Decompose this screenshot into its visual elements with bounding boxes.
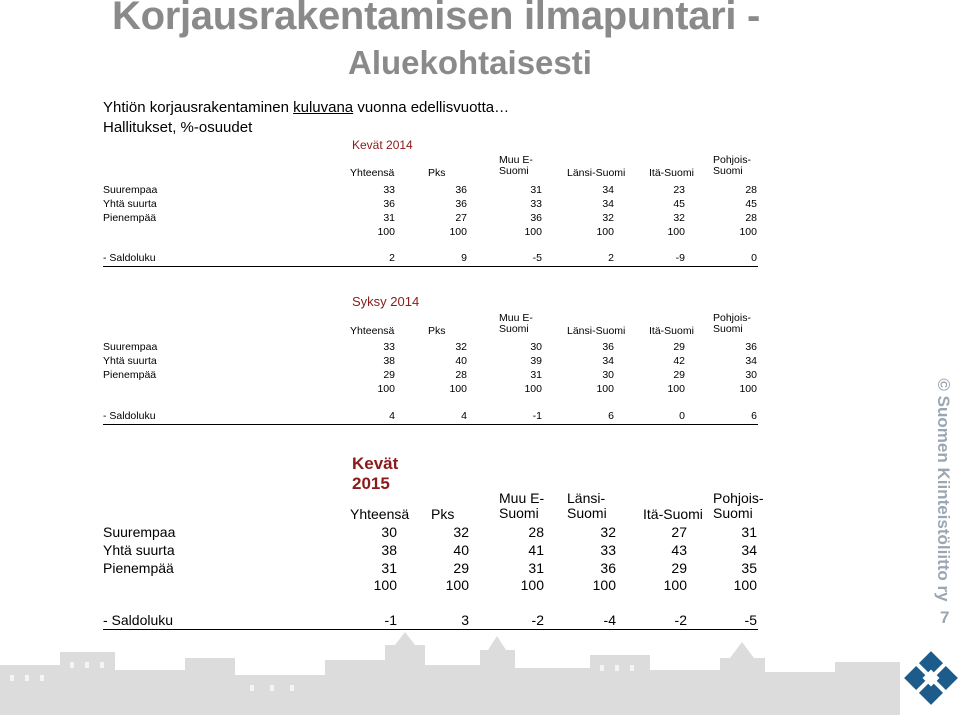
cell: 100 xyxy=(739,383,757,395)
cell: 34 xyxy=(745,355,757,367)
row-label: Yhtä suurta xyxy=(103,198,157,210)
cell: 100 xyxy=(524,226,542,238)
heading-underlined: kuluvana xyxy=(293,99,354,116)
cell: 100 xyxy=(667,226,685,238)
cell: -2 xyxy=(531,612,544,628)
cell: 100 xyxy=(449,383,467,395)
col-header-yhteensa: Yhteensä xyxy=(350,167,395,179)
cell: -5 xyxy=(532,252,542,264)
cell: 34 xyxy=(602,355,614,367)
cell: 36 xyxy=(455,184,467,196)
cell: 38 xyxy=(381,542,397,558)
cell: 100 xyxy=(445,577,469,593)
period-label: Kevät 2015 xyxy=(352,454,399,494)
table-kevat-2015 xyxy=(103,454,764,630)
page-number: 7 xyxy=(940,608,950,627)
cell: 29 xyxy=(673,341,685,353)
cell: 32 xyxy=(673,212,685,224)
cell: 30 xyxy=(381,524,397,540)
cell: 100 xyxy=(377,226,395,238)
cell: 28 xyxy=(745,184,757,196)
col-header-pks: Pks xyxy=(428,325,446,337)
cell: 2 xyxy=(389,252,395,264)
cell: 34 xyxy=(741,542,757,558)
saldo-label: - Saldoluku xyxy=(103,410,156,422)
cell: 100 xyxy=(663,577,687,593)
cell: 31 xyxy=(383,212,395,224)
cell: 33 xyxy=(600,542,616,558)
col-header-pks: Pks xyxy=(428,167,446,179)
row-label: Yhtä suurta xyxy=(103,355,157,367)
row-label: Suurempaa xyxy=(103,184,158,196)
saldo-underline xyxy=(103,266,758,267)
copyright-text: © Suomen Kiinteistöliitto ry xyxy=(934,378,953,602)
cell: 41 xyxy=(528,542,544,558)
cell: 29 xyxy=(383,369,395,381)
cell: 2 xyxy=(608,252,614,264)
saldo-label: - Saldoluku xyxy=(103,252,156,264)
cell: 4 xyxy=(461,410,467,422)
cell: -1 xyxy=(384,612,397,628)
row-label: Pienempää xyxy=(103,560,174,576)
cell: 100 xyxy=(739,226,757,238)
cell: -1 xyxy=(532,410,542,422)
row-label: Suurempaa xyxy=(103,524,176,540)
cell: 4 xyxy=(389,410,395,422)
cell: 32 xyxy=(600,524,616,540)
cell: 34 xyxy=(602,184,614,196)
period-label: Kevät 2014 xyxy=(352,138,413,152)
cell: 31 xyxy=(530,184,542,196)
col-header-pks: Pks xyxy=(431,506,455,522)
cell: 100 xyxy=(524,383,542,395)
saldo-label: - Saldoluku xyxy=(103,612,174,628)
cell: 6 xyxy=(751,410,757,422)
cell: 27 xyxy=(455,212,467,224)
cell: 29 xyxy=(671,560,687,576)
cell: 27 xyxy=(671,524,687,540)
cell: 35 xyxy=(741,560,757,576)
cell: 6 xyxy=(608,410,614,422)
col-header-lansi-suomi: Länsi- Suomi xyxy=(567,490,607,521)
cell: 30 xyxy=(602,369,614,381)
slide-subtitle: Aluekohtaisesti xyxy=(348,44,592,81)
copyright-vertical xyxy=(928,378,958,602)
col-header-pohjois-suomi: Pohjois- Suomi xyxy=(713,490,764,521)
col-header-yhteensa: Yhteensä xyxy=(350,325,395,337)
cell: 9 xyxy=(461,252,467,264)
col-header-pohjois-suomi: Pohjois- Suomi xyxy=(713,154,751,178)
cell: 36 xyxy=(745,341,757,353)
col-header-muu-e-suomi: Muu E- Suomi xyxy=(499,490,545,521)
cell: -5 xyxy=(744,612,757,628)
cell: 31 xyxy=(741,524,757,540)
city-skyline-image xyxy=(0,630,900,715)
cell: 32 xyxy=(602,212,614,224)
col-header-muu-e-suomi: Muu E- Suomi xyxy=(499,312,533,336)
cell: 30 xyxy=(745,369,757,381)
cell: 39 xyxy=(530,355,542,367)
col-header-pohjois-suomi: Pohjois- Suomi xyxy=(713,312,751,336)
row-label: Suurempaa xyxy=(103,341,158,353)
slide-title: Korjausrakentamisen ilmapuntari - xyxy=(112,0,761,38)
col-header-muu-e-suomi: Muu E- Suomi xyxy=(499,154,533,178)
table-heading xyxy=(103,99,509,116)
cell: 45 xyxy=(673,198,685,210)
cell: 42 xyxy=(673,355,685,367)
row-label: Pienempää xyxy=(103,369,157,381)
cell: 100 xyxy=(596,226,614,238)
cell: 43 xyxy=(671,542,687,558)
cell: 28 xyxy=(455,369,467,381)
cell: 36 xyxy=(383,198,395,210)
cell: 36 xyxy=(530,212,542,224)
cell: 34 xyxy=(602,198,614,210)
cell: 100 xyxy=(373,577,397,593)
cell: 31 xyxy=(528,560,544,576)
cell: 100 xyxy=(667,383,685,395)
cell: 31 xyxy=(381,560,397,576)
cell: 28 xyxy=(745,212,757,224)
cell: 32 xyxy=(455,341,467,353)
cell: 29 xyxy=(453,560,469,576)
cell: -4 xyxy=(603,612,616,628)
cell: 36 xyxy=(602,341,614,353)
col-header-lansi-suomi: Länsi-Suomi xyxy=(567,167,626,179)
cell: 100 xyxy=(596,383,614,395)
cell: 28 xyxy=(528,524,544,540)
cell: 3 xyxy=(461,612,469,628)
cell: 0 xyxy=(679,410,685,422)
cell: 32 xyxy=(453,524,469,540)
cell: 33 xyxy=(383,341,395,353)
cell: 31 xyxy=(530,369,542,381)
cell: 100 xyxy=(733,577,757,593)
col-header-ita-suomi: Itä-Suomi xyxy=(643,506,703,522)
col-header-ita-suomi: Itä-Suomi xyxy=(649,325,694,337)
cell: 23 xyxy=(673,184,685,196)
cell: 100 xyxy=(520,577,544,593)
row-label: Pienempää xyxy=(103,212,157,224)
cell: 33 xyxy=(383,184,395,196)
cell: 29 xyxy=(673,369,685,381)
row-label: Yhtä suurta xyxy=(103,542,175,558)
cell: 33 xyxy=(530,198,542,210)
cell: 36 xyxy=(455,198,467,210)
cell: 100 xyxy=(592,577,616,593)
cell: 40 xyxy=(455,355,467,367)
col-header-yhteensa: Yhteensä xyxy=(350,506,410,522)
heading-suffix: vuonna edellisvuotta… xyxy=(353,99,510,116)
cell: 45 xyxy=(745,198,757,210)
col-header-lansi-suomi: Länsi-Suomi xyxy=(567,325,626,337)
saldo-underline xyxy=(103,424,758,425)
table-kevat-2014 xyxy=(103,138,758,273)
cell: 38 xyxy=(383,355,395,367)
cell: 100 xyxy=(377,383,395,395)
cell: 100 xyxy=(449,226,467,238)
cell: -2 xyxy=(674,612,687,628)
cell: 40 xyxy=(453,542,469,558)
cell: 36 xyxy=(600,560,616,576)
col-header-ita-suomi: Itä-Suomi xyxy=(649,167,694,179)
cell: -9 xyxy=(675,252,685,264)
cell: 30 xyxy=(530,341,542,353)
period-label: Syksy 2014 xyxy=(352,294,420,309)
cell: 0 xyxy=(751,252,757,264)
table-subheading: Hallitukset, %-osuudet xyxy=(103,119,253,136)
kiinteistoliitto-logo-icon xyxy=(904,648,958,708)
heading-prefix: Yhtiön korjausrakentaminen xyxy=(103,99,294,116)
table-syksy-2014 xyxy=(103,294,758,429)
